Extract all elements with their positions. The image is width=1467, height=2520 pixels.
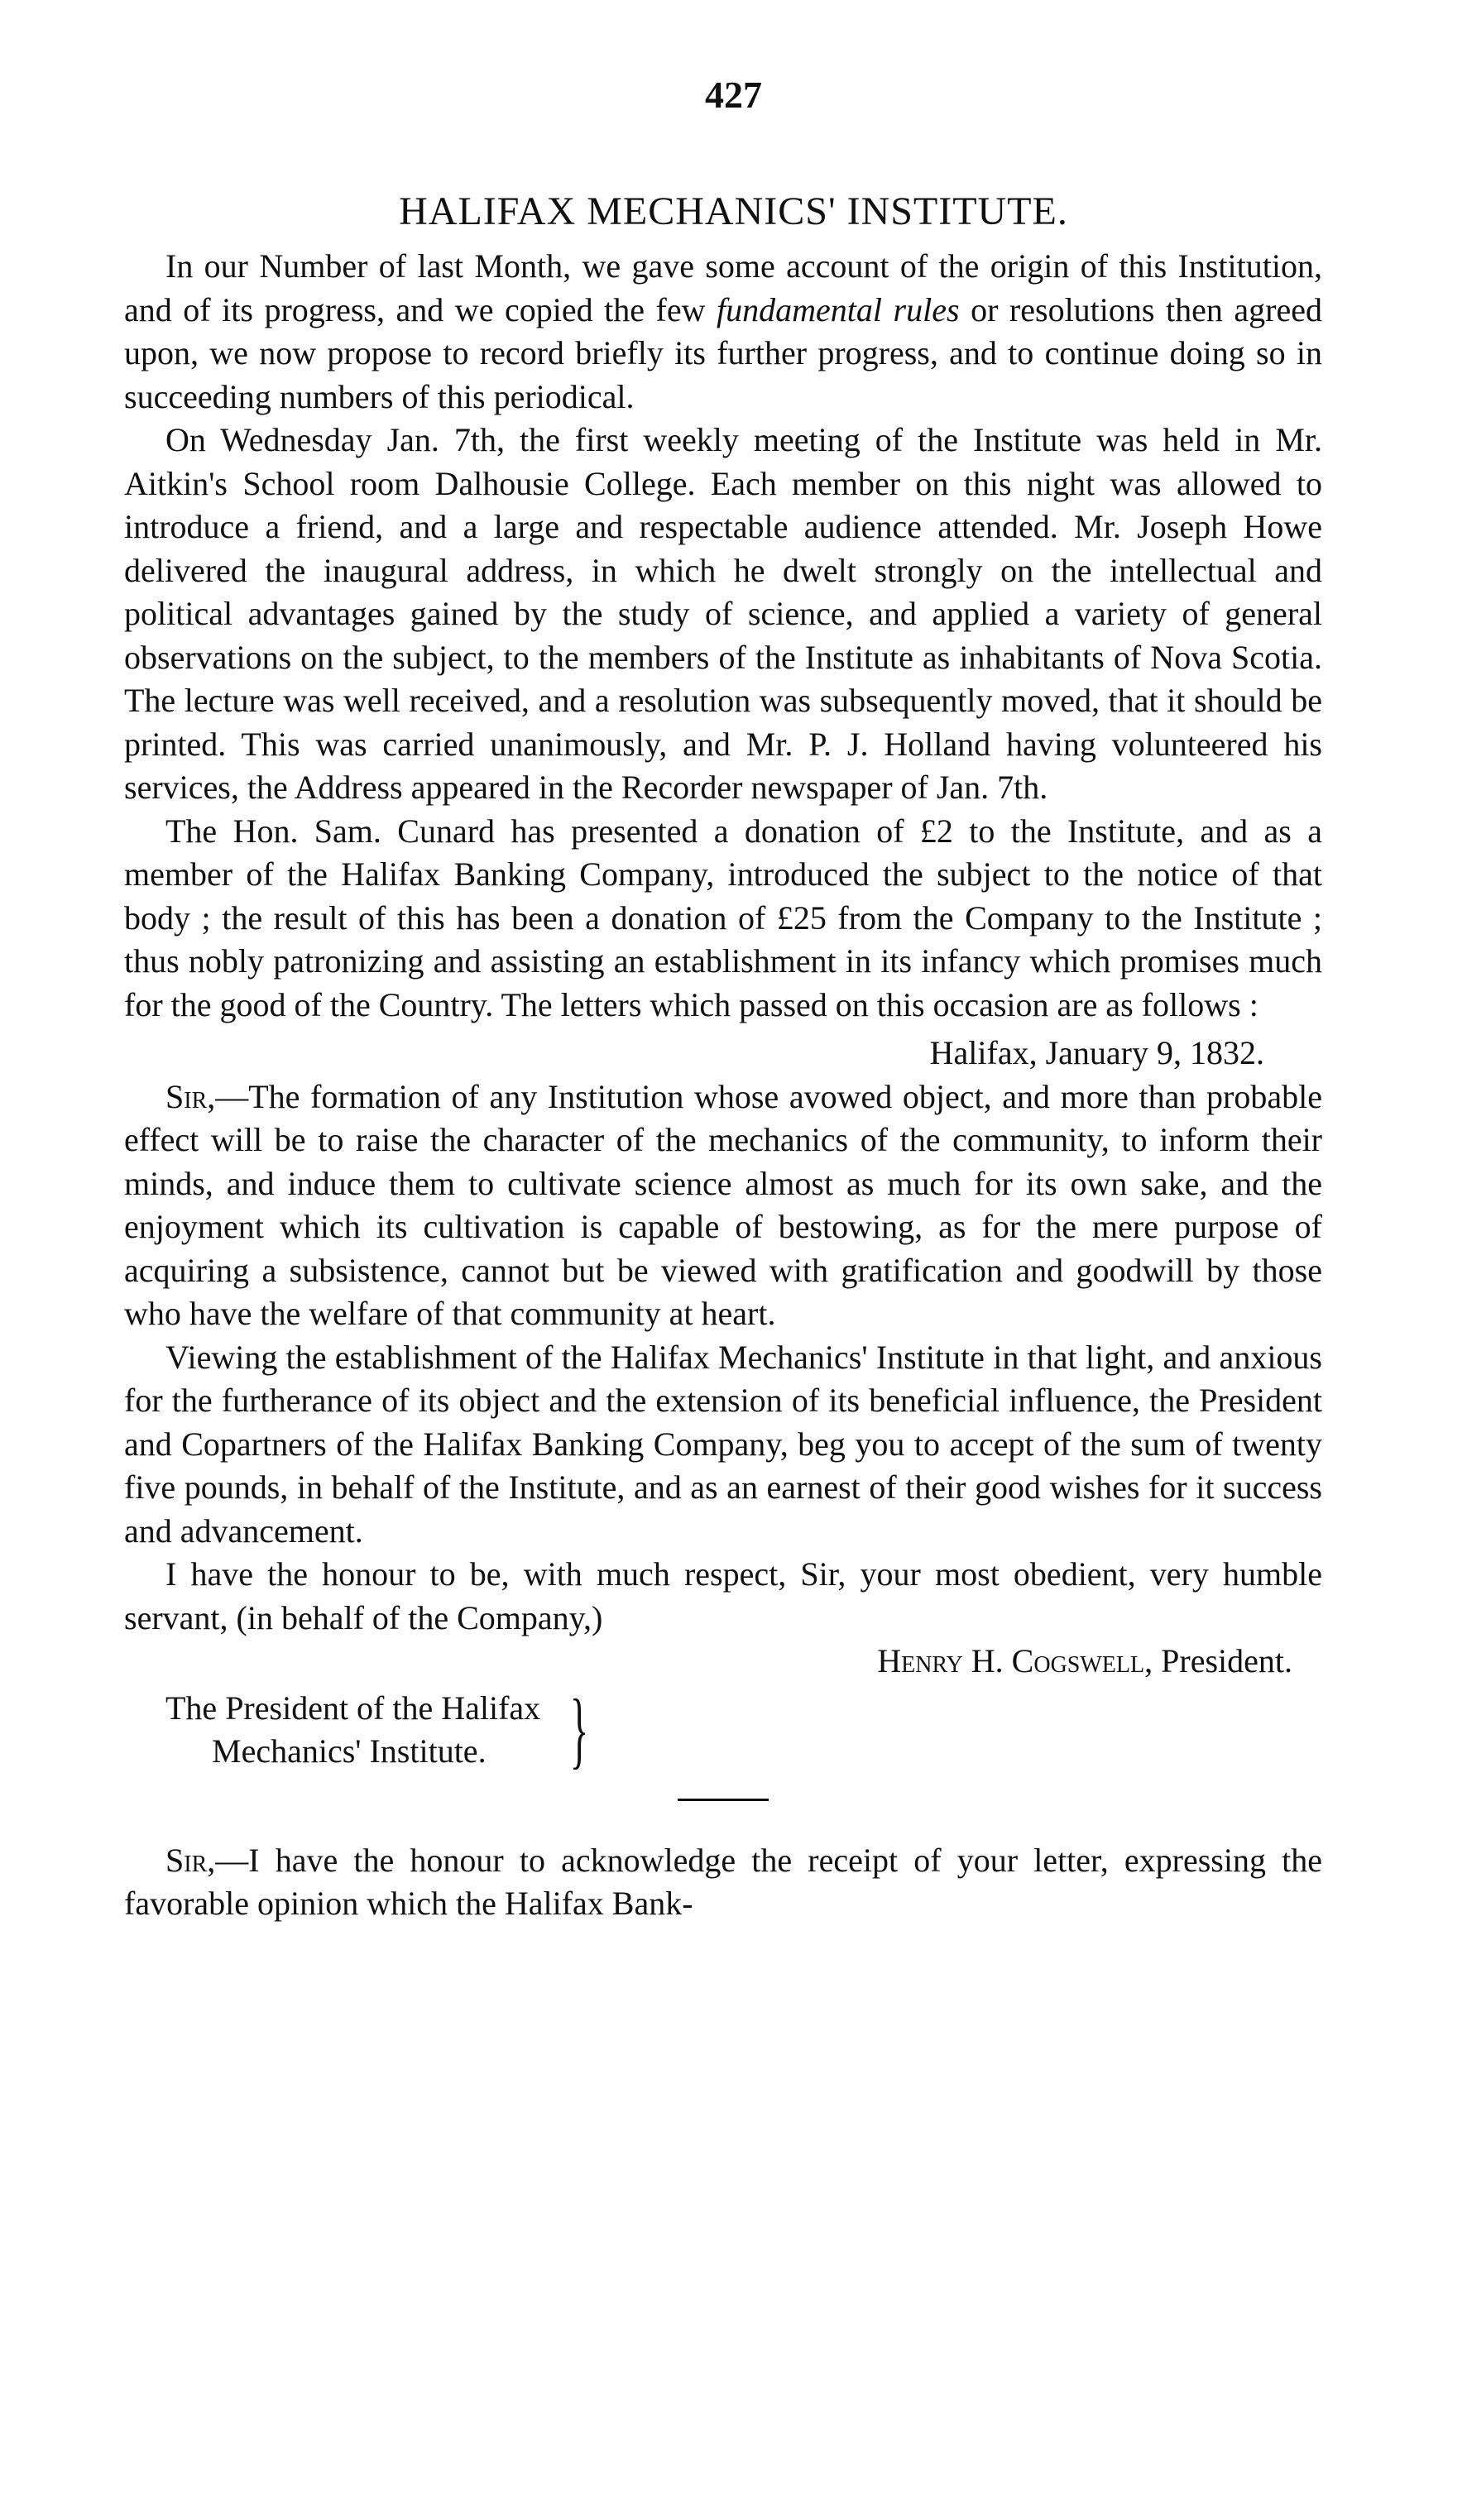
- letter2-paragraph: Sir,—I have the honour to acknowledge the receipt of your letter, expressing the favorable opinion which the Halifax Bank-: [124, 1841, 1322, 1922]
- signature-title: , President.: [1144, 1642, 1292, 1679]
- letter1-addressee: [165, 1682, 1322, 1777]
- letter-dateline: Halifax, January 9, 1832.: [929, 1034, 1264, 1071]
- page-number: 427: [705, 74, 762, 116]
- emphasis-fundamental-rules: fundamental rules: [717, 290, 960, 328]
- letter1-signature: [124, 1640, 1322, 1684]
- signature-name: Henry H. Cogswell: [877, 1642, 1145, 1679]
- paragraph-donation: The Hon. Sam. Cunard has presented a donation of £2 to the Institute, and as a member of the Halifax Banking Company, introduced the subject to the notice of that body ; the result of this has been a donation of £25 from the Company to the Institute ; thus nobly patronizing and assisting an establishment in its infancy which promises much for the good of the Country. The letters which passed on this occasion are as follows :: [124, 812, 1322, 1023]
- letter1-closing: I have the honour to be, with much respect, Sir, your most obedient, very humble servant, (in behalf of the Company,): [124, 1555, 1322, 1636]
- article-body: [124, 245, 1322, 1926]
- letter1-salutation: Sir,: [165, 1077, 216, 1115]
- article-title: HALIFAX MECHANICS' INSTITUTE.: [399, 189, 1068, 233]
- paragraph-first-meeting: On Wednesday Jan. 7th, the first weekly meeting of the Institute was held in Mr. Aitkin's School room Dalhousie College. Each member on this night was allowed to introduce a friend, and a large and respectable audience attended. Mr. Joseph Howe delivered the inaugural address, in which he dwelt strongly on the intellectual and political advantages gained by the study of science, and applied a variety of general observations on the subject, to the members of the Institute as inhabitants of Nova Scotia. The lecture was well received, and a resolution was subsequently moved, that it should be printed. This was carried unanimously, and Mr. P. J. Holland having volunteered his services, the Address appeared in the Recorder newspaper of Jan. 7th.: [124, 421, 1322, 806]
- addressee-line-2: Mechanics' Institute.: [212, 1732, 487, 1770]
- paragraph-intro: In our Number of last Month, we gave some account of the origin of this Institution, and of its progress, and we copied the few fundamental rules or resolutions then agreed upon, we now propose to record briefly its further progress, and to continue doing so in succeeding numbers of this periodical.: [124, 247, 1322, 415]
- letter2-salutation: Sir,: [165, 1841, 216, 1879]
- letter1-paragraph-2: Viewing the establishment of the Halifax Mechanics' Institute in that light, and anxious for the furtherance of its object and the extension of its beneficial influence, the President and Copartners of the Halifax Banking Company, beg you to accept of the sum of twenty five pounds, in behalf of the Institute, and as an earnest of their good wishes for it success and advancement.: [124, 1338, 1322, 1550]
- addressee-line-1: The President of the Halifax: [165, 1689, 541, 1727]
- brace-mark: }: [569, 1682, 589, 1777]
- letter1-paragraph-1: Sir,—The formation of any Institution whose avowed object, and more than probable effect will be to raise the character of the mechanics of the community, to inform their minds, and induce them to cultivate science almost as much for its own sake, and the enjoyment which its cultivation is capable of bestowing, as for the mere purpose of acquiring a subsistence, cannot but be viewed with gratification and goodwill by those who have the welfare of that community at heart.: [124, 1077, 1322, 1332]
- section-divider: [678, 1799, 769, 1801]
